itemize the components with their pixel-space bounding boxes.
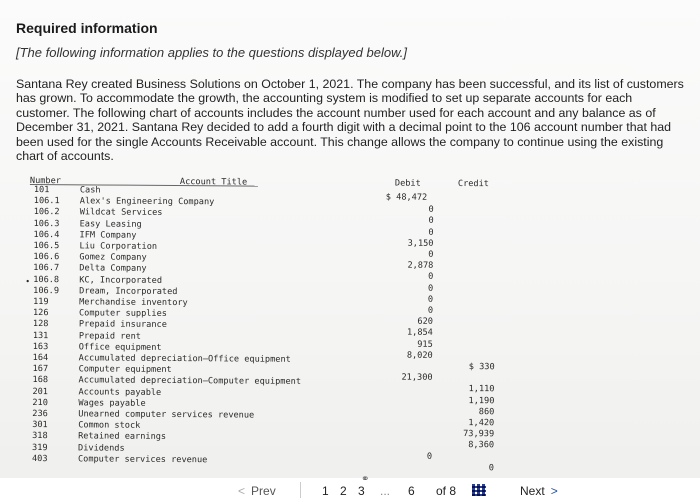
account-number: 101 — [33, 185, 50, 196]
account-number: 167 — [32, 364, 49, 375]
page-link-1[interactable]: 1 — [322, 484, 329, 498]
account-number: 201 — [32, 386, 49, 397]
account-title: Prepaid insurance — [78, 319, 167, 331]
account-number: 106.1 — [33, 196, 60, 207]
account-title: Accumulated depreciation—Computer equipment — [78, 375, 302, 388]
debit-value: 0 — [428, 249, 434, 260]
bullet-mark: • — [25, 276, 31, 287]
account-number: 168 — [32, 375, 49, 386]
account-number: 106.3 — [33, 218, 60, 229]
account-title: Office equipment — [78, 342, 162, 353]
account-title: Unearned computer services revenue — [78, 409, 255, 421]
account-title: Wages payable — [78, 398, 146, 409]
account-number: 119 — [33, 297, 49, 308]
account-title: Accounts payable — [78, 386, 162, 398]
account-number: 106.8 — [33, 274, 60, 285]
account-number: 106.6 — [33, 252, 60, 263]
account-number: 319 — [32, 442, 48, 453]
account-number: 128 — [32, 319, 49, 330]
account-title: IFM Company — [79, 230, 137, 241]
debit-value: 8,020 — [406, 350, 433, 361]
chevron-right-icon: > — [550, 484, 558, 498]
account-title: Dream, Incorporated — [79, 286, 178, 297]
debit-value: 3,150 — [407, 238, 434, 249]
page-ellipsis: ... — [380, 484, 391, 498]
account-title: Prepaid rent — [78, 330, 141, 342]
account-title: Gomez Company — [79, 252, 147, 264]
account-title: Alex's Engineering Company — [79, 196, 215, 208]
account-title: Accumulated depreciation—Office equipment — [78, 353, 291, 365]
account-title: Easy Leasing — [79, 218, 142, 230]
account-number: 131 — [32, 330, 49, 341]
account-number: 236 — [32, 409, 48, 420]
account-title: Computer supplies — [78, 308, 168, 320]
column-header-number: Number — [29, 175, 62, 187]
page-link-2[interactable]: 2 — [340, 484, 347, 498]
account-title: Cash — [79, 185, 101, 196]
account-number: 106.2 — [33, 207, 60, 218]
next-button[interactable]: Next > — [520, 484, 558, 498]
debit-value: 0 — [428, 227, 434, 238]
chart-of-accounts-table — [25, 171, 524, 479]
credit-value: $ 330 — [468, 362, 495, 373]
account-title: Common stock — [78, 420, 141, 431]
account-title: Retained earnings — [78, 431, 167, 443]
debit-value: 0 — [426, 451, 433, 462]
credit-value: 0 — [488, 463, 494, 474]
debit-value: 0 — [428, 272, 434, 283]
credit-value: 73,939 — [463, 429, 495, 440]
debit-value: 0 — [427, 305, 434, 316]
credit-value: 1,110 — [468, 384, 495, 395]
account-title: Dividends — [78, 442, 125, 454]
account-number: 106.5 — [33, 241, 60, 252]
debit-value: 915 — [417, 339, 433, 350]
account-title: Computer services revenue — [77, 454, 208, 466]
account-title: KC, Incorporated — [79, 274, 163, 286]
account-title: Wildcat Services — [79, 207, 163, 219]
credit-value: 1,420 — [468, 418, 495, 429]
pager-divider — [300, 482, 301, 498]
debit-value: 1,854 — [406, 328, 433, 339]
info-note: [The following information applies to the questions displayed below.] — [16, 45, 407, 60]
column-header-debit: Debit — [394, 178, 421, 189]
account-title: Liu Corporation — [79, 241, 158, 252]
column-header-account-title: Account Title — [179, 177, 248, 188]
account-number: 106.4 — [33, 229, 60, 241]
chevron-left-icon: < — [238, 484, 246, 498]
credit-value: 860 — [478, 406, 495, 418]
debit-value: 2,878 — [407, 260, 434, 272]
credit-value: 1,190 — [468, 395, 495, 406]
prev-button[interactable]: < Prev — [238, 484, 276, 498]
problem-paragraph: Santana Rey created Business Solutions on October 1, 2021. The company has been successful, and its list of customers has grown. To accommodate the growth, the accounting system is modified to set up separate accounts for each customer. The following chart of accounts includes the account number used for each account and any balance as of December 31, 2021. Santana Rey decided to add a fourth digit with a decimal point to the 106 account number that had been used for the single Accounts Receivable account. This change allows the company to continue using the existing chart of accounts. — [16, 77, 684, 164]
debit-value: 0 — [428, 204, 434, 216]
current-page[interactable]: 6 — [408, 484, 415, 498]
page-total: of 8 — [436, 484, 457, 498]
account-number: 164 — [32, 353, 49, 364]
column-header-credit: Credit — [457, 178, 490, 190]
account-number: 318 — [32, 431, 48, 442]
page-title: Required information — [16, 20, 158, 36]
account-number: 106.9 — [33, 285, 60, 297]
account-number: 163 — [32, 341, 49, 352]
debit-value: 0 — [427, 283, 434, 294]
link-icon: ⚭ — [361, 474, 370, 485]
account-title: Computer equipment — [78, 364, 172, 376]
debit-value: 0 — [427, 294, 434, 305]
grid-icon[interactable] — [472, 484, 486, 496]
account-title: Merchandise inventory — [79, 297, 188, 309]
debit-value: 0 — [428, 216, 434, 227]
account-number: 126 — [32, 308, 49, 319]
debit-value: 620 — [417, 316, 433, 328]
pagination-bar — [0, 478, 700, 501]
account-number: 403 — [31, 453, 48, 464]
cash-debit-value: $ 48,472 — [385, 192, 428, 203]
debit-value: 21,300 — [401, 372, 433, 384]
account-number: 210 — [32, 397, 48, 408]
credit-value: 8,360 — [468, 440, 495, 451]
account-number: 301 — [32, 420, 48, 431]
account-title: Delta Company — [79, 263, 147, 275]
account-number: 106.7 — [33, 263, 60, 274]
page-link-3[interactable]: 3 — [358, 484, 365, 498]
